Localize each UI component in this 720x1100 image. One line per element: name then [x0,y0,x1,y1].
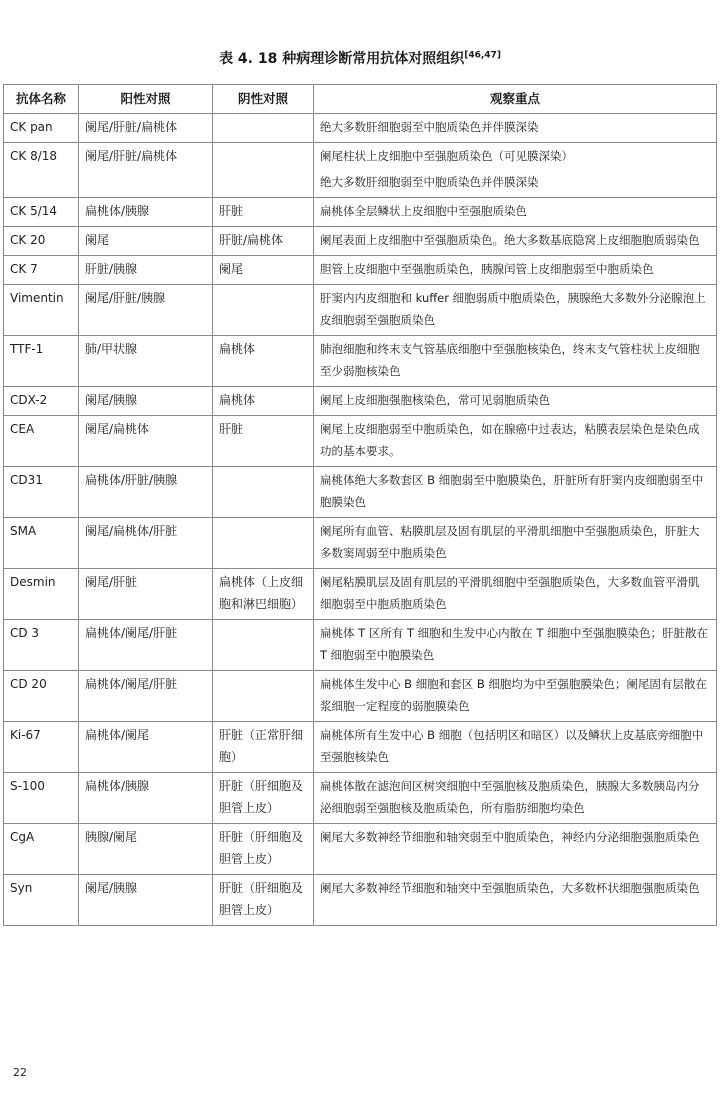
positive-control-cell: 扁桃体/阑尾/肝脏 [79,620,213,671]
negative-control-cell: 阑尾 [213,256,314,285]
table-row [4,620,717,671]
antibody-name-cell: CgA [4,824,79,875]
negative-control-cell: 肝脏 [213,198,314,227]
observation-cell [314,227,717,256]
observation-text: 扁桃体 T 区所有 T 细胞和生发中心内散在 T 细胞中至强胞膜染色；肝脏散在 T 细胞弱至中胞膜染色 [320,626,709,662]
antibody-name-cell: Desmin [4,569,79,620]
negative-control-cell [213,143,314,198]
observation-text: 阑尾柱状上皮细胞中至强胞质染色（可见膜深染） [320,149,573,163]
observation-text: 绝大多数肝细胞弱至中胞质染色并伴膜深染 [320,175,539,189]
observation-text: 阑尾上皮细胞强胞核染色，常可见弱胞质染色 [320,393,550,407]
positive-control-cell: 肺/甲状腺 [79,336,213,387]
observation-cell [314,387,717,416]
observation-text: 扁桃体生发中心 B 细胞和套区 B 细胞均为中至强胞膜染色；阑尾固有层散在浆细胞一定程度的弱胞膜染色 [320,677,707,713]
positive-control-cell: 扁桃体/肝脏/胰腺 [79,467,213,518]
antibody-name-cell: Ki-67 [4,722,79,773]
negative-control-cell [213,285,314,336]
caption-reference: [46,47] [464,50,501,61]
table-row [4,467,717,518]
observation-cell [314,198,717,227]
observation-text: 绝大多数肝细胞弱至中胞质染色并伴膜深染 [320,120,539,134]
table-row [4,416,717,467]
negative-control-cell: 扁桃体 [213,336,314,387]
negative-control-cell [213,518,314,569]
header-negative-control: 阴性对照 [213,85,314,114]
table-row [4,227,717,256]
observation-text: 扁桃体散在滤泡间区树突细胞中至强胞核及胞质染色，胰腺大多数胰岛内分泌细胞弱至强胞核及胞质染色，所有脂肪细胞均染色 [320,779,700,815]
antibody-name-cell: CD 3 [4,620,79,671]
antibody-name-cell: SMA [4,518,79,569]
positive-control-cell: 阑尾/胰腺 [79,875,213,926]
observation-cell [314,336,717,387]
antibody-name-cell: CK 8/18 [4,143,79,198]
page-number: 22 [13,1066,27,1079]
antibody-name-cell: CDX-2 [4,387,79,416]
table-row [4,824,717,875]
antibody-name-cell: CK 5/14 [4,198,79,227]
negative-control-cell: 肝脏（肝细胞及胆管上皮） [213,824,314,875]
table-row [4,518,717,569]
negative-control-cell: 扁桃体 [213,387,314,416]
positive-control-cell: 扁桃体/胰腺 [79,198,213,227]
table-row [4,256,717,285]
table-body [4,114,717,926]
observation-text: 阑尾上皮细胞弱至中胞质染色，如在腺癌中过表达，粘膜表层染色是染色成功的基本要求。 [320,422,700,458]
positive-control-cell: 阑尾/肝脏/扁桃体 [79,143,213,198]
positive-control-cell: 阑尾/扁桃体/肝脏 [79,518,213,569]
table-row [4,722,717,773]
table-row [4,114,717,143]
table-row [4,671,717,722]
observation-text: 扁桃体绝大多数套区 B 细胞弱至中胞膜染色，肝脏所有肝窦内皮细胞弱至中胞膜染色 [320,473,704,509]
positive-control-cell: 扁桃体/阑尾 [79,722,213,773]
observation-cell [314,824,717,875]
observation-text: 扁桃体所有生发中心 B 细胞（包括明区和暗区）以及鳞状上皮基底旁细胞中至强胞核染色 [320,728,704,764]
observation-cell [314,518,717,569]
observation-text: 扁桃体全层鳞状上皮细胞中至强胞质染色 [320,204,527,218]
positive-control-cell: 肝脏/胰腺 [79,256,213,285]
table-row [4,198,717,227]
negative-control-cell: 肝脏（正常肝细胞） [213,722,314,773]
positive-control-cell: 阑尾/肝脏/胰腺 [79,285,213,336]
negative-control-cell: 扁桃体（上皮细胞和淋巴细胞） [213,569,314,620]
antibody-name-cell: CK 7 [4,256,79,285]
header-antibody-name: 抗体名称 [4,85,79,114]
observation-cell [314,416,717,467]
observation-cell [314,285,717,336]
positive-control-cell: 阑尾 [79,227,213,256]
antibody-name-cell: CD 20 [4,671,79,722]
positive-control-cell: 阑尾/肝脏/扁桃体 [79,114,213,143]
antibody-name-cell: CD31 [4,467,79,518]
observation-cell [314,722,717,773]
table-row [4,569,717,620]
observation-cell [314,620,717,671]
antibody-name-cell: CEA [4,416,79,467]
table-row [4,773,717,824]
positive-control-cell: 胰腺/阑尾 [79,824,213,875]
observation-text: 阑尾表面上皮细胞中至强胞质染色。绝大多数基底隐窝上皮细胞胞质弱染色 [320,233,700,247]
antibody-control-table [3,84,717,926]
header-observation-focus: 观察重点 [314,85,717,114]
negative-control-cell: 肝脏/扁桃体 [213,227,314,256]
observation-cell [314,256,717,285]
observation-cell [314,467,717,518]
antibody-name-cell: CK pan [4,114,79,143]
antibody-name-cell: S-100 [4,773,79,824]
caption-text: 表 4. 18 种病理诊断常用抗体对照组织 [219,51,465,67]
observation-cell [314,569,717,620]
antibody-name-cell: TTF-1 [4,336,79,387]
negative-control-cell [213,467,314,518]
negative-control-cell: 肝脏 [213,416,314,467]
table-caption [0,48,720,68]
positive-control-cell: 阑尾/扁桃体 [79,416,213,467]
header-positive-control: 阳性对照 [79,85,213,114]
observation-cell [314,773,717,824]
table-header-row [4,85,717,114]
observation-cell [314,114,717,143]
table-row [4,285,717,336]
table-row [4,875,717,926]
observation-text: 胆管上皮细胞中至强胞质染色，胰腺闰管上皮细胞弱至中胞质染色 [320,262,654,276]
observation-text: 阑尾大多数神经节细胞和轴突弱至中胞质染色，神经内分泌细胞强胞质染色 [320,830,700,844]
positive-control-cell: 阑尾/胰腺 [79,387,213,416]
antibody-name-cell: Vimentin [4,285,79,336]
antibody-name-cell: CK 20 [4,227,79,256]
table-row [4,336,717,387]
positive-control-cell: 阑尾/肝脏 [79,569,213,620]
observation-cell [314,875,717,926]
positive-control-cell: 扁桃体/胰腺 [79,773,213,824]
negative-control-cell [213,671,314,722]
positive-control-cell: 扁桃体/阑尾/肝脏 [79,671,213,722]
negative-control-cell [213,620,314,671]
observation-text: 肺泡细胞和终末支气管基底细胞中至强胞核染色，终末支气管柱状上皮细胞至少弱胞核染色 [320,342,700,378]
observation-text: 肝窦内内皮细胞和 kuffer 细胞弱质中胞质染色，胰腺绝大多数外分泌腺泡上皮细胞弱至强胞质染色 [320,291,706,327]
observation-text: 阑尾大多数神经节细胞和轴突中至强胞质染色，大多数杯状细胞强胞质染色 [320,881,700,895]
observation-text: 阑尾所有血管、粘膜肌层及固有肌层的平滑肌细胞中至强胞质染色，肝脏大多数窦周弱至中胞质染色 [320,524,700,560]
negative-control-cell: 肝脏（肝细胞及胆管上皮） [213,773,314,824]
table-row [4,387,717,416]
observation-cell [314,671,717,722]
observation-cell [314,143,717,198]
negative-control-cell: 肝脏（肝细胞及胆管上皮） [213,875,314,926]
observation-text: 阑尾粘膜肌层及固有肌层的平滑肌细胞中至强胞质染色，大多数血管平滑肌细胞弱至中胞质胞质染色 [320,575,700,611]
negative-control-cell [213,114,314,143]
antibody-name-cell: Syn [4,875,79,926]
table-row [4,143,717,198]
